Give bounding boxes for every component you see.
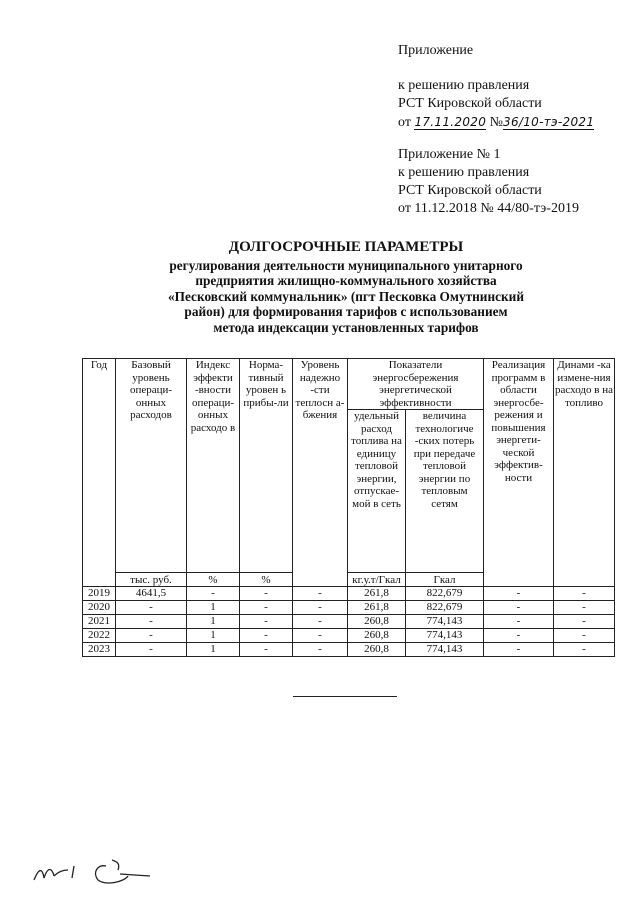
cell-index: 1	[187, 643, 240, 657]
cell-profit: -	[240, 615, 293, 629]
authority-line-2: РСТ Кировской области	[398, 183, 542, 198]
unit-profit: %	[240, 573, 293, 587]
cell-programs: -	[484, 601, 554, 615]
cell-dynamics: -	[554, 643, 615, 657]
cell-year: 2020	[83, 601, 116, 615]
cell-programs: -	[484, 615, 554, 629]
parameters-table	[82, 358, 615, 657]
table-row	[83, 601, 615, 615]
col-efficiency-index: Индекс эффекти -вности операци-онных расходо в	[187, 359, 240, 573]
title-line-3: «Песковский коммунальник» (пгт Песковка Омутнинский	[168, 288, 524, 304]
closing-rule	[293, 696, 397, 697]
table-row	[83, 629, 615, 643]
col-programs: Реализация программ в области энергосбе-режения и повышения энергети-ческой эффектив-ности	[484, 359, 554, 587]
cell-fuel: 260,8	[348, 643, 406, 657]
authority-line: РСТ Кировской области	[398, 96, 542, 111]
col-fuel-dynamics: Динами -ка измене-ния расходо в на топливо	[554, 359, 615, 587]
cell-losses: 822,679	[406, 601, 484, 615]
cell-programs: -	[484, 587, 554, 601]
cell-year: 2021	[83, 615, 116, 629]
cell-base: -	[116, 601, 187, 615]
cell-losses: 774,143	[406, 643, 484, 657]
cell-losses: 774,143	[406, 615, 484, 629]
cell-dynamics: -	[554, 601, 615, 615]
cell-fuel: 260,8	[348, 615, 406, 629]
cell-profit: -	[240, 587, 293, 601]
col-heat-losses: величина технологиче -ских потерь при передаче тепловой энергии по тепловым сетям	[406, 410, 484, 573]
cell-reliability: -	[293, 643, 348, 657]
unit-index: %	[187, 573, 240, 587]
col-energy-indicators: Показатели энергосбережения энергетической эффективности	[348, 359, 484, 410]
col-specific-fuel: удельный расход топлива на единицу тепловой энергии, отпускае-мой в сеть	[348, 410, 406, 573]
col-base-costs: Базовый уровень операци-онных расходов	[116, 359, 187, 573]
cell-base: -	[116, 629, 187, 643]
cell-base: -	[116, 643, 187, 657]
handwritten-date: 17.11.2020	[414, 115, 487, 129]
cell-profit: -	[240, 601, 293, 615]
cell-reliability: -	[293, 629, 348, 643]
from-prefix: от	[398, 115, 411, 130]
reference-line: от 11.12.2018 № 44/80-тэ-2019	[398, 201, 579, 216]
cell-losses: 822,679	[406, 587, 484, 601]
cell-index: 1	[187, 629, 240, 643]
signature-scribble	[28, 852, 168, 892]
appendix1-label: Приложение № 1	[398, 147, 501, 162]
cell-year: 2023	[83, 643, 116, 657]
cell-fuel: 261,8	[348, 587, 406, 601]
appendix-label: Приложение	[398, 43, 474, 58]
cell-programs: -	[484, 643, 554, 657]
decision-line: к решению правления	[398, 78, 530, 93]
col-reliability: Уровень надежно -сти теплосн а-бжения	[293, 359, 348, 587]
cell-year: 2022	[83, 629, 116, 643]
unit-losses: Гкал	[406, 573, 484, 587]
table-row	[83, 615, 615, 629]
cell-reliability: -	[293, 601, 348, 615]
cell-index: 1	[187, 601, 240, 615]
decision-date-line	[398, 113, 594, 132]
cell-dynamics: -	[554, 615, 615, 629]
cell-profit: -	[240, 629, 293, 643]
unit-fuel: кг.у.т/Гкал	[348, 573, 406, 587]
title-main: ДОЛГОСРОЧНЫЕ ПАРАМЕТРЫ	[228, 239, 464, 255]
cell-year: 2019	[83, 587, 116, 601]
handwritten-number: 36/10-тэ-2021	[503, 115, 595, 129]
signature-mark	[28, 852, 168, 897]
document-title	[130, 240, 562, 335]
cell-profit: -	[240, 643, 293, 657]
table-row	[83, 643, 615, 657]
col-profit-level: Норма-тивный уровен ь прибы-ли	[240, 359, 293, 573]
title-line-5: метода индексации установленных тарифов	[213, 319, 479, 335]
cell-reliability: -	[293, 587, 348, 601]
cell-base: 4641,5	[116, 587, 187, 601]
col-year: Год	[83, 359, 116, 587]
cell-base: -	[116, 615, 187, 629]
cell-dynamics: -	[554, 629, 615, 643]
cell-programs: -	[484, 629, 554, 643]
decision-line-2: к решению правления	[398, 165, 530, 180]
title-line-1: регулирования деятельности муниципального унитарного	[169, 257, 523, 273]
title-line-4: район) для формирования тарифов с использованием	[184, 304, 508, 319]
cell-index: -	[187, 587, 240, 601]
cell-reliability: -	[293, 615, 348, 629]
title-line-2: предприятия жилищно-коммунального хозяйства	[195, 273, 497, 288]
table-row	[83, 587, 615, 601]
cell-fuel: 261,8	[348, 601, 406, 615]
unit-base: тыс. руб.	[116, 573, 187, 587]
number-prefix: №	[489, 115, 504, 130]
cell-losses: 774,143	[406, 629, 484, 643]
cell-index: 1	[187, 615, 240, 629]
cell-dynamics: -	[554, 587, 615, 601]
cell-fuel: 260,8	[348, 629, 406, 643]
